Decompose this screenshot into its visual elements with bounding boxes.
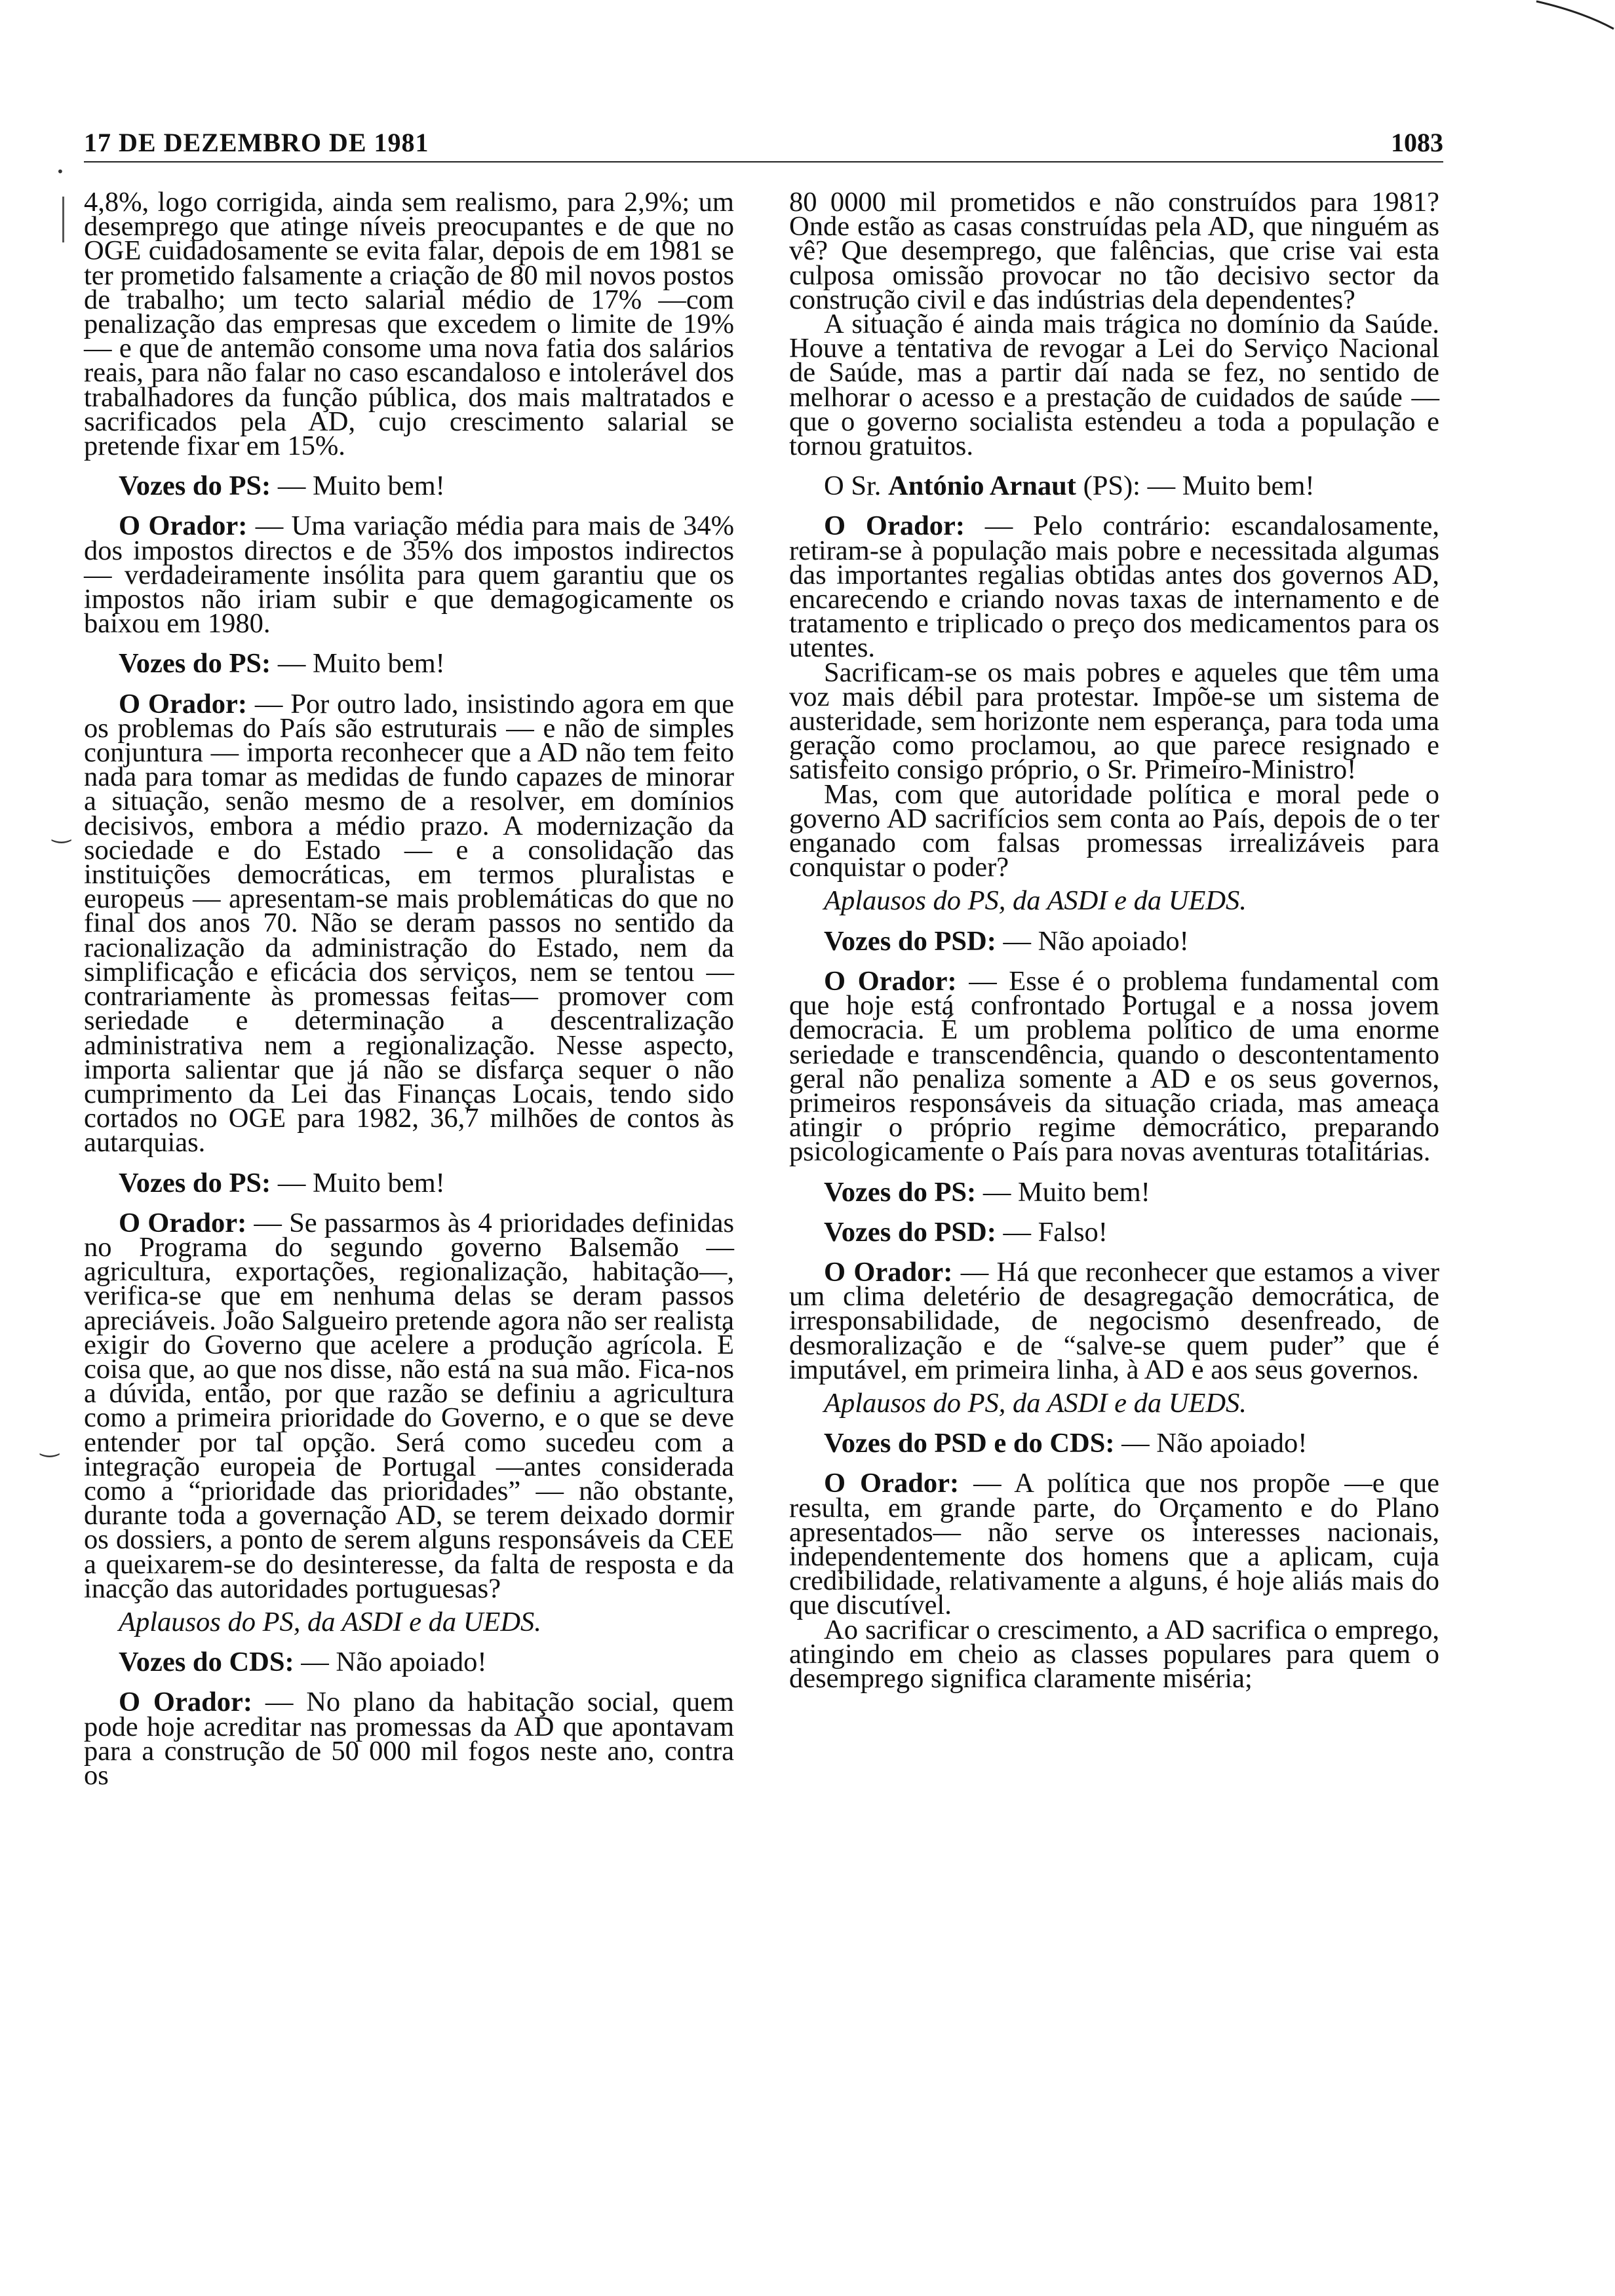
speaker-prefix: O Sr. — [824, 470, 889, 502]
speaker-label: O Orador: — [824, 965, 957, 997]
paragraph: Ao sacrificar o crescimento, a AD sacrifica o emprego, atingindo em cheio as classes populares para quem o desemprego significa claramente miséria; — [789, 1614, 1439, 1694]
speaker-label: O Orador: — [119, 510, 248, 542]
speech-text: — Pelo contrário: escandalosamente, retiram-se à população mais pobre e necessitada algumas das importantes regalias obtidas antes dos governos AD, encarecendo e criando novas taxas de internamento e de tratamento e triplicado o preço dos medicamentos para os utentes. — [789, 510, 1439, 664]
interjection-text: — Não apoiado! — [996, 925, 1189, 957]
page-number: 1083 — [1391, 128, 1443, 157]
speaker-label: O Orador: — [824, 1468, 960, 1499]
scan-mark-line — [1458, 0, 1615, 39]
speaker-label: O Orador: — [119, 688, 248, 719]
speaker-label: Vozes do PSD: — [824, 1216, 996, 1248]
interjection — [789, 1216, 1439, 1248]
speaker-label: Vozes do PS: — [119, 470, 271, 502]
speaker-label: O Orador: — [119, 1687, 252, 1718]
interjection — [84, 1167, 734, 1198]
speech-text: — Por outro lado, insistindo agora em que os problemas do País são estruturais — e não de simples conjuntura — importa reconhecer que a AD não tem feito nada para tomar as medidas de fundo capazes de minorar a situação, senão mesmo de a resolver, em domínios decisivos, embora a médio prazo. A modernização da sociedade e do Estado — e a consolidação das instituições democráticas, em termos pluralistas e europeus — apresentam-se mais problemáticas do que no final dos anos 70. Não se deram passos no sentido da racionalização da administração do Estado, nem da simplificação e eficácia dos serviços, nem se tentou —contrariamente às promessas feitas— promover com seriedade e determinação a descentralização administrativa nem a regionalização. Nesse aspecto, importa salientar que já não se disfarça sequer o não cumprimento da Lei das Finanças Locais, tendo sido cortados no OGE para 1982, 36,7 milhões de contos às autarquias. — [84, 688, 734, 1158]
speaker-label: Vozes do CDS: — [119, 1647, 294, 1678]
interjection-text: — Muito bem! — [271, 470, 445, 502]
paragraph-continued: 4,8%, logo corrigida, ainda sem realismo, para 2,9%; um desemprego que atinge níveis preocupantes e de que no OGE cuidadosamente se evita falar, depois de em 1981 se ter prometido falsamente a criação de 80 mil novos postos de trabalho; um tecto salarial médio de 17% —com penalização das empresas que excedem o limite de 19%— e que de antemão consome uma nova fatia dos salários reais, para não falar no caso escandaloso e intolerável dos trabalhadores da função pública, dos mais maltratados e sacrificados pela AD, cujo crescimento salarial se pretende fixar em 15%. — [84, 187, 734, 462]
speaker-label: António Arnaut — [888, 470, 1076, 502]
interjection-text: — Falso! — [996, 1216, 1108, 1248]
scan-mark-bullet: • — [56, 164, 64, 180]
right-column — [789, 187, 1439, 1694]
interjection-text: — Muito bem! — [271, 1167, 445, 1198]
interjection — [84, 470, 734, 502]
interjection-text: (PS): — Muito bem! — [1076, 470, 1315, 502]
speech-text: — Esse é o problema fundamental com que hoje está confrontado Portugal e a nossa jovem democracia. É um problema político de uma enorme seriedade e transcendência, quando o descontentamento geral não penaliza somente a AD e os seus governos, primeiros responsáveis da situação criada, mas ameaça atingir o próprio regime democrático, preparando psicologicamente o País para novas aventuras totalitárias. — [789, 965, 1439, 1168]
paragraph: Sacrificam-se os mais pobres e aqueles que têm uma voz mais débil para protestar. Impõe-se um sistema de austeridade, sem horizonte nem esperança, para toda uma geração como proclamou, ao que parece resignado e satisfeito consigo próprio, o Sr. Primeiro-Ministro! — [789, 657, 1439, 786]
interjection-text: — Não apoiado! — [294, 1647, 487, 1678]
speech-paragraph — [84, 510, 734, 640]
speech-text: — Uma variação média para mais de 34% dos impostos directos e de 35% dos impostos indirectos — verdadeiramente insólita para quem garantiu que os impostos não iriam subir e que demagogicamente os baixou em 1980. — [84, 510, 734, 640]
speaker-label: O Orador: — [119, 1207, 247, 1238]
scan-mark-tick: ‿ — [52, 818, 71, 844]
speech-paragraph — [789, 1468, 1439, 1621]
speaker-label: Vozes do PSD: — [824, 925, 996, 957]
applause-note: Aplausos do PS, da ASDI e da UEDS. — [824, 885, 1247, 917]
interjection — [789, 925, 1439, 957]
speech-text: — Se passarmos às 4 prioridades definidas no Programa do segundo governo Balsemão —agricultura, exportações, regionalização, habitação—, verifica-se que em nenhuma delas se deram passos apreciáveis. João Salgueiro pretende agora não ser realista exigir do Governo que acelere a produção agrícola. É coisa que, ao que nos disse, não está na sua mão. Fica-nos a dúvida, então, por que razão se definiu a agricultura como a primeira prioridade do Governo, e o que se deve entender por tal opção. Será como sucedeu com a integração europeia de Portugal —antes considerada como a “prioridade das prioridades” — não obstante, durante toda a governação AD, se terem deixado dormir os dossiers, a ponto de serem alguns responsáveis da CEE a queixarem-se do desinteresse, da falta de resposta e da inacção das autoridades portuguesas? — [84, 1207, 734, 1604]
speech-paragraph — [84, 1687, 734, 1791]
speaker-label: Vozes do PS: — [824, 1176, 977, 1208]
left-column — [84, 187, 734, 1791]
speaker-label: Vozes do PS: — [119, 1167, 271, 1198]
paragraph: A situação é ainda mais trágica no domínio da Saúde. Houve a tentativa de revogar a Lei do Serviço Nacional de Saúde, mas a partir daí nada se fez, no sentido de melhorar o acesso e a prestação de cuidados de saúde — que o governo socialista estendeu a toda a população e tornou gratuitos. — [789, 309, 1439, 462]
speech-text: — No plano da habitação social, quem pode hoje acreditar nas promessas da AD que apontavam para a construção de 50 000 mil fogos neste ano, contra os — [84, 1687, 734, 1791]
interjection-text: — Muito bem! — [976, 1176, 1150, 1208]
speaker-label: O Orador: — [824, 1256, 953, 1288]
scan-mark-tick: ‿ — [41, 1432, 59, 1458]
applause-note: Aplausos do PS, da ASDI e da UEDS. — [824, 1387, 1247, 1419]
speech-text: — A política que nos propõe —e que resulta, em grande parte, do Orçamento e do Plano apresentados— não serve os interesses nacionais, independentemente dos homens que a aplicam, cuja credibilidade, relativamente a alguns, é hoje aliás mais do que discutível. — [789, 1468, 1439, 1621]
interjection — [84, 1647, 734, 1678]
page-header — [84, 122, 1443, 163]
speech-paragraph — [789, 1256, 1439, 1385]
speaker-label: Vozes do PS: — [119, 648, 271, 679]
speech-paragraph — [84, 1207, 734, 1604]
speech-paragraph — [789, 510, 1439, 664]
speaker-label: Vozes do PSD e do CDS: — [824, 1428, 1115, 1459]
interjection — [789, 470, 1439, 502]
header-date: 17 DE DEZEMBRO DE 1981 — [84, 128, 429, 157]
interjection — [789, 1428, 1439, 1459]
paragraph-continued: 80 0000 mil prometidos e não construídos para 1981? Onde estão as casas construídas pela AD, que ninguém as vê? Que desemprego, que falências, que crise vai esta culposa omissão provocar no tão decisivo sector da construção civil e das indústrias dela dependentes? — [789, 187, 1439, 315]
speech-paragraph — [84, 688, 734, 1158]
interjection-text: — Muito bem! — [271, 648, 445, 679]
paragraph: Mas, com que autoridade política e moral pede o governo AD sacrifícios sem conta ao País, depois de o ter enganado com falsas promessas irrealizáveis para conquistar o poder? — [789, 778, 1439, 883]
interjection — [789, 1176, 1439, 1208]
speech-paragraph — [789, 965, 1439, 1168]
interjection-text: — Não apoiado! — [1114, 1428, 1308, 1459]
scan-mark-bar — [62, 197, 64, 242]
interjection — [84, 648, 734, 679]
applause-note: Aplausos do PS, da ASDI e da UEDS. — [119, 1606, 541, 1637]
speech-text: — Há que reconhecer que estamos a viver um clima deletério de desagregação democrática, de irresponsabilidade, de negocismo desenfreado, de desmoralização e de “salve-se quem puder” que é imputável, em primeira linha, à AD e aos seus governos. — [789, 1256, 1439, 1385]
speaker-label: O Orador: — [824, 510, 965, 542]
